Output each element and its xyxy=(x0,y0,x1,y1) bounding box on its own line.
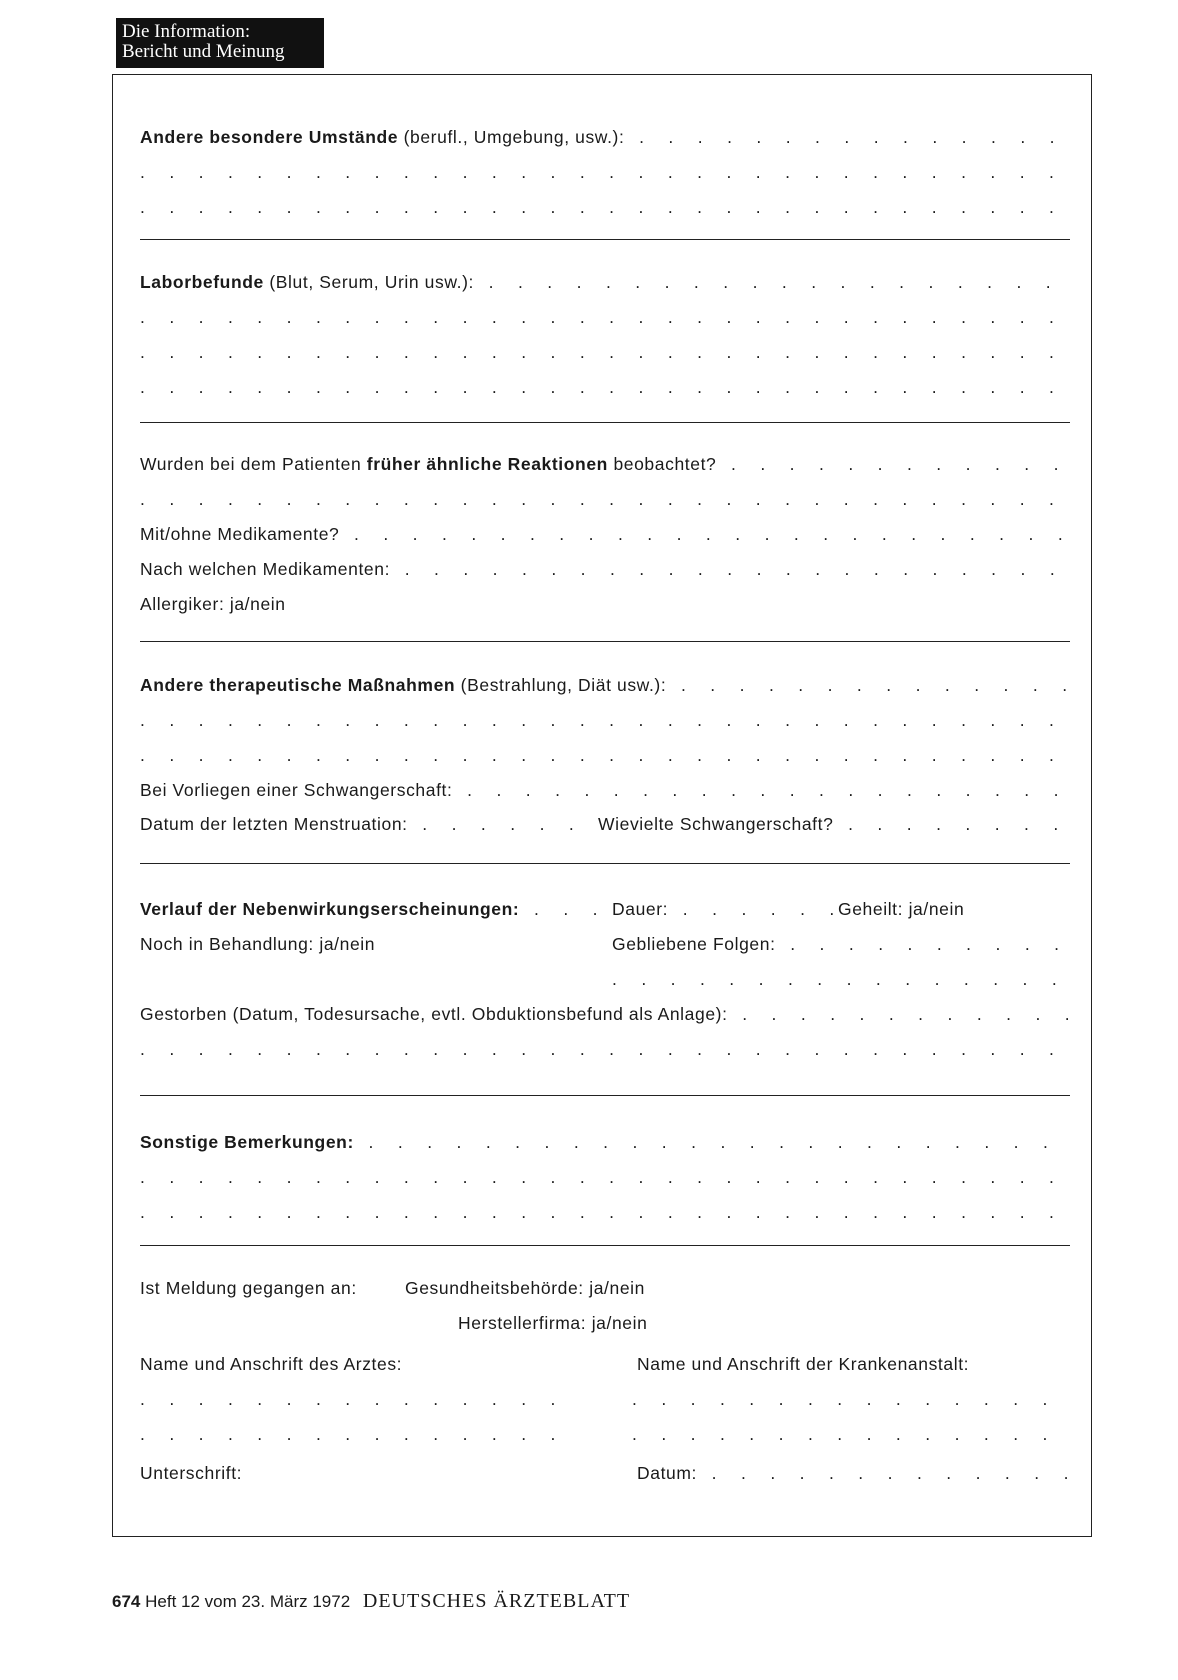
section-divider xyxy=(140,863,1070,864)
labor-label: Laborbefunde xyxy=(140,272,264,292)
field-labor[interactable] xyxy=(140,269,1070,295)
magazine-name: DEUTSCHES ÄRZTEBLATT xyxy=(362,1590,631,1612)
therapie-label: Andere therapeutische Maßnahmen xyxy=(140,675,456,695)
arzt-label: Name und Anschrift des Arztes: xyxy=(140,1354,403,1374)
field-herstellerfirma[interactable] xyxy=(458,1310,858,1336)
krankenanstalt-label: Name und Anschrift der Krankenanstalt: xyxy=(637,1354,970,1374)
reaktionen-dotted-line[interactable] xyxy=(140,486,1070,512)
therapie-hint: (Bestrahlung, Diät usw.): xyxy=(460,675,667,695)
field-nach-welchen[interactable] xyxy=(140,556,1070,582)
schwangerschaft-label: Bei Vorliegen einer Schwangerschaft: xyxy=(140,780,453,800)
reaktionen-pre: Wurden bei dem Patienten xyxy=(140,454,362,474)
mit-ohne-label: Mit/ohne Medikamente? xyxy=(140,524,340,544)
field-verlauf[interactable] xyxy=(140,896,600,922)
section-divider xyxy=(140,422,1070,423)
bemerkungen-dotted-line[interactable] xyxy=(140,1164,1070,1190)
field-therapie[interactable] xyxy=(140,672,1070,698)
datum-label: Datum: xyxy=(637,1463,698,1483)
field-mit-ohne[interactable] xyxy=(140,521,1070,547)
hersteller-label: Herstellerfirma: ja/nein xyxy=(458,1313,648,1333)
field-allergiker[interactable] xyxy=(140,591,1070,617)
arzt-dotted-line[interactable] xyxy=(140,1386,570,1412)
section-divider xyxy=(140,239,1070,240)
labor-dotted-line[interactable] xyxy=(140,374,1070,400)
field-bemerkungen[interactable] xyxy=(140,1129,1070,1155)
krankenanstalt-dotted-line[interactable] xyxy=(632,1421,1065,1447)
dauer-label: Dauer: xyxy=(612,899,669,919)
geheilt-label: Geheilt: ja/nein xyxy=(838,899,965,919)
field-schwangerschaft[interactable] xyxy=(140,777,1070,803)
field-gesundheitsbehoerde[interactable] xyxy=(405,1275,805,1301)
umstaende-dotted-line[interactable] xyxy=(140,159,1070,185)
krankenanstalt-dotted-line[interactable] xyxy=(632,1386,1065,1412)
field-unterschrift[interactable] xyxy=(140,1460,575,1486)
behandlung-label: Noch in Behandlung: ja/nein xyxy=(140,934,376,954)
folgen-dotted-line[interactable] xyxy=(612,966,1070,992)
gestorben-label: Gestorben (Datum, Todesursache, evtl. Obduktionsbefund als Anlage): xyxy=(140,1004,728,1024)
header-line-1: Die Information: xyxy=(122,21,251,42)
field-wievielte[interactable] xyxy=(598,811,1070,837)
labor-dotted-line[interactable] xyxy=(140,304,1070,330)
verlauf-label: Verlauf der Nebenwirkungserscheinungen: xyxy=(140,899,520,919)
page-number: 674 xyxy=(112,1592,141,1611)
field-behandlung[interactable] xyxy=(140,931,575,957)
arzt-dotted-line[interactable] xyxy=(140,1421,570,1447)
header-line-2: Bericht und Meinung xyxy=(122,41,285,62)
field-dauer[interactable] xyxy=(612,896,834,922)
reaktionen-post: beobachtet? xyxy=(613,454,717,474)
umstaende-hint: (berufl., Umgebung, usw.): xyxy=(403,127,625,147)
meldung-label: Ist Meldung gegangen an: xyxy=(140,1278,357,1298)
gestorben-dotted-line[interactable] xyxy=(140,1036,1070,1062)
therapie-dotted-line[interactable] xyxy=(140,742,1070,768)
section-divider xyxy=(140,1245,1070,1246)
section-header-box xyxy=(116,18,324,68)
bemerkungen-label: Sonstige Bemerkungen: xyxy=(140,1132,354,1152)
umstaende-dotted-line[interactable] xyxy=(140,194,1070,220)
unterschrift-label: Unterschrift: xyxy=(140,1463,243,1483)
field-geheilt[interactable] xyxy=(838,896,1070,922)
reaktionen-label: früher ähnliche Reaktionen xyxy=(366,454,608,474)
field-gestorben[interactable] xyxy=(140,1001,1070,1027)
allergiker-label: Allergiker: ja/nein xyxy=(140,594,286,614)
field-folgen[interactable] xyxy=(612,931,1070,957)
field-umstaende[interactable] xyxy=(140,124,1070,150)
umstaende-label: Andere besondere Umstände xyxy=(140,127,399,147)
nach-welchen-label: Nach welchen Medikamenten: xyxy=(140,559,391,579)
therapie-dotted-line[interactable] xyxy=(140,707,1070,733)
gesundheit-label: Gesundheitsbehörde: ja/nein xyxy=(405,1278,645,1298)
menstruation-label: Datum der letzten Menstruation: xyxy=(140,814,408,834)
bemerkungen-dotted-line[interactable] xyxy=(140,1199,1070,1225)
labor-dotted-line[interactable] xyxy=(140,339,1070,365)
page-footer xyxy=(112,1590,630,1613)
section-divider xyxy=(140,641,1070,642)
issue-info: Heft 12 vom 23. März 1972 xyxy=(145,1592,351,1611)
field-reaktionen[interactable] xyxy=(140,451,1070,477)
folgen-label: Gebliebene Folgen: xyxy=(612,934,776,954)
labor-hint: (Blut, Serum, Urin usw.): xyxy=(269,272,474,292)
section-divider xyxy=(140,1095,1070,1096)
field-menstruation[interactable] xyxy=(140,811,575,837)
field-datum[interactable] xyxy=(637,1460,1070,1486)
wievielte-label: Wievielte Schwangerschaft? xyxy=(598,814,834,834)
